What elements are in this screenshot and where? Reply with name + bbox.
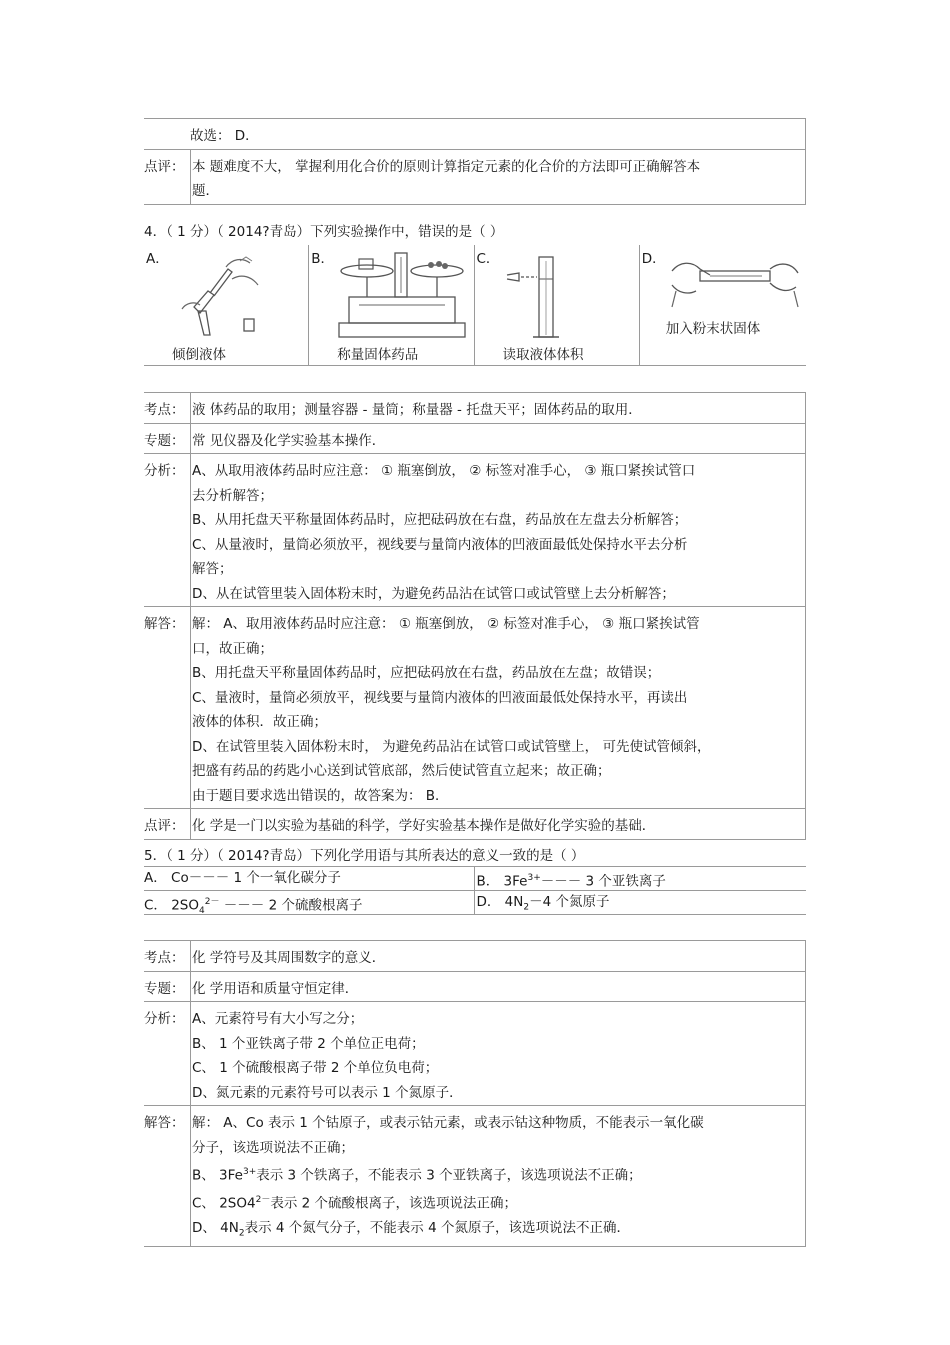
fenxi-label: 分析： [144, 463, 185, 479]
q4-fenxi-row [144, 453, 806, 606]
jieda-line [192, 1216, 805, 1246]
add-powder-illustration [666, 251, 802, 311]
q4-kaodian-row [144, 392, 806, 423]
zhuanti-value: 化 学用语和质量守恒定律． [192, 980, 359, 997]
q5-zhuanti-row [144, 971, 806, 1002]
q5-option-a [144, 867, 474, 890]
zhuanti-text [190, 424, 806, 454]
q3-answer-table [144, 118, 806, 205]
kaodian-label: 考点： [144, 402, 185, 418]
option-letter: B． [311, 251, 335, 267]
dianping-text [190, 809, 806, 839]
q3-comment-line: 题． [192, 183, 219, 199]
jieda-label: 解答： [144, 1115, 185, 1131]
kaodian-value: 化 学符号及其周围数字的意义． [192, 950, 386, 966]
pour-liquid-illustration [174, 249, 270, 339]
jieda-line: 把盛有药品的药匙小心送到试管底部，然后使试管直立起来；故正确； [192, 763, 611, 779]
option-caption: 倾倒液体 [172, 347, 226, 363]
option-c-meaning: －－－ 2 个硫酸根离子 [219, 897, 363, 914]
option-d-meaning: －4 个氮原子 [529, 894, 610, 910]
option-letter: C． [476, 251, 500, 267]
graduated-cylinder-illustration [499, 251, 579, 343]
formula-text: B、 3Fe [192, 1167, 243, 1184]
jieda-line: C、量液时，量筒必须放平，视线要与量筒内液体的凹液面最低处保持水平，再读出 [192, 689, 688, 706]
explanation-text: 表示 4 个氮气分子，不能表示 4 个氮原子，该选项说法不正确． [244, 1220, 630, 1236]
charge-superscript: 2－ [255, 1195, 271, 1205]
option-d-text: D． 4N [476, 894, 524, 910]
option-caption: 读取液体体积 [502, 347, 584, 363]
formula-text: D、 4N [192, 1220, 239, 1236]
kaodian-text [190, 941, 806, 971]
fenxi-line: 去分析解答； [192, 487, 273, 504]
dianping-label: 点评： [144, 818, 185, 834]
jieda-line: B、用托盘天平称量固体药品时，应把砝码放在右盘，药品放在左盘；故错误； [192, 665, 661, 681]
jieda-line: 分子，该选项说法不正确； [192, 1139, 354, 1156]
jieda-line [192, 1188, 805, 1216]
q5-options [144, 866, 806, 915]
balance-scale-illustration [335, 247, 469, 341]
q3-comment-label: 点评： [144, 158, 185, 175]
kaodian-value: 液 体药品的取用；测量容器 - 量筒；称量器 - 托盘天平；固体药品的取用． [192, 402, 642, 418]
fenxi-line: B、从用托盘天平称量固体药品时，应把砝码放在右盘，药品放在左盘去分析解答； [192, 512, 688, 528]
subscript: 2 [238, 1228, 245, 1239]
q5-option-c [144, 891, 474, 917]
fenxi-text [190, 454, 806, 606]
option-c-text: C． 2SO [144, 897, 200, 914]
q4-dianping-row [144, 808, 806, 840]
formula-text: C、 2SO4 [192, 1195, 256, 1212]
charge-superscript: 3+ [242, 1167, 257, 1177]
fenxi-line: B、 1 个亚铁离子带 2 个单位正电荷； [192, 1035, 425, 1052]
q4-option-c [474, 245, 639, 365]
fenxi-line: A、元素符号有大小写之分； [192, 1011, 364, 1027]
q4-jieda-row [144, 606, 806, 808]
q4-zhuanti-row [144, 423, 806, 454]
q4-option-a [144, 245, 308, 365]
q3-choice-text [190, 119, 806, 149]
jieda-line: D、在试管里装入固体粉末时， 为避免药品沾在试管口或试管壁上， 可先使试管倾斜， [192, 738, 711, 755]
q3-comment-text [190, 150, 806, 204]
option-letter: A． [146, 251, 169, 267]
jieda-line: 解： A、取用液体药品时应注意： ① 瓶塞倒放， ② 标签对准手心， ③ 瓶口紧挨试管 [192, 616, 700, 632]
fenxi-line: D、氮元素的元素符号可以表示 1 个氮原子． [192, 1084, 463, 1101]
q3-choice-row [144, 118, 806, 149]
q4-options [144, 245, 806, 366]
option-caption: 加入粉末状固体 [665, 321, 761, 337]
jieda-line: 液体的体积．故正确； [192, 714, 327, 730]
subscript: 4 [199, 906, 205, 917]
q4-stem: 4．（ 1 分）（ 2014?青岛）下列实验操作中，错误的是（ ） [144, 224, 504, 240]
jieda-text [190, 1106, 806, 1246]
jieda-line: 由于题目要求选出错误的，故答案为： B． [192, 787, 449, 804]
kaodian-text [190, 393, 806, 423]
q4-analysis-table [144, 392, 806, 840]
q5-fenxi-row [144, 1001, 806, 1105]
zhuanti-text [190, 972, 806, 1002]
q5-analysis-table [144, 940, 806, 1247]
option-b-meaning: －－－ 3 个亚铁离子 [540, 873, 666, 890]
charge-superscript: 3+ [527, 873, 541, 883]
q4-option-b [308, 245, 473, 365]
zhuanti-label: 专题： [144, 980, 185, 997]
fenxi-line: A、从取用液体药品时应注意： ① 瓶塞倒放， ② 标签对准手心， ③ 瓶口紧挨试管口 [192, 463, 696, 479]
jieda-line [192, 1160, 805, 1188]
option-b-text: B． 3Fe [476, 873, 528, 890]
fenxi-line: 解答； [192, 561, 233, 577]
q5-options-row [144, 890, 806, 915]
q5-stem: 5．（ 1 分）（ 2014?青岛）下列化学用语与其所表达的意义一致的是（ ） [144, 848, 585, 864]
fenxi-line: C、 1 个硫酸根离子带 2 个单位负电荷； [192, 1060, 439, 1076]
q3-comment-row [144, 149, 806, 205]
q5-option-d [474, 891, 807, 914]
q3-comment-line: 本 题难度不大， 掌握利用化合价的原则计算指定元素的化合价的方法即可正确解答本 [192, 158, 701, 175]
jieda-line: 解： A、Co 表示 1 个钴原子，或表示钴元素，或表示钴这种物质，不能表示一氧化碳 [192, 1115, 704, 1131]
option-letter: D． [641, 251, 666, 267]
jieda-text [190, 607, 806, 808]
explanation-text: 表示 3 个铁离子，不能表示 3 个亚铁离子，该选项说法不正确； [256, 1167, 642, 1184]
subscript: 2 [523, 902, 530, 913]
q5-kaodian-row [144, 940, 806, 971]
fenxi-line: D、从在试管里装入固体粉末时，为避免药品沾在试管口或试管壁上去分析解答； [192, 585, 675, 602]
fenxi-line: C、从量液时，量筒必须放平，视线要与量筒内液体的凹液面最低处保持水平去分析 [192, 536, 688, 553]
fenxi-label: 分析： [144, 1011, 185, 1027]
explanation-text: 表示 2 个硫酸根离子，该选项说法正确； [270, 1195, 517, 1212]
q3-choice-value: 故选： D． [190, 128, 259, 144]
option-a-text: A． Co－－－ 1 个一氧化碳分子 [144, 870, 341, 886]
zhuanti-value: 常 见仪器及化学实验基本操作． [192, 432, 386, 449]
zhuanti-label: 专题： [144, 432, 185, 449]
fenxi-text [190, 1002, 806, 1105]
option-caption: 称量固体药品 [337, 347, 419, 363]
q5-jieda-row [144, 1105, 806, 1247]
charge-superscript: 2－ [204, 897, 220, 907]
jieda-line: 口，故正确； [192, 640, 273, 657]
q5-options-row [144, 866, 806, 890]
q3-choice-label [144, 119, 190, 149]
kaodian-label: 考点： [144, 950, 185, 966]
dianping-value: 化 学是一门以实验为基础的科学，学好实验基本操作是做好化学实验的基础． [192, 818, 656, 834]
q5-option-b [474, 867, 807, 890]
jieda-label: 解答： [144, 616, 185, 632]
q4-option-d [639, 245, 806, 365]
